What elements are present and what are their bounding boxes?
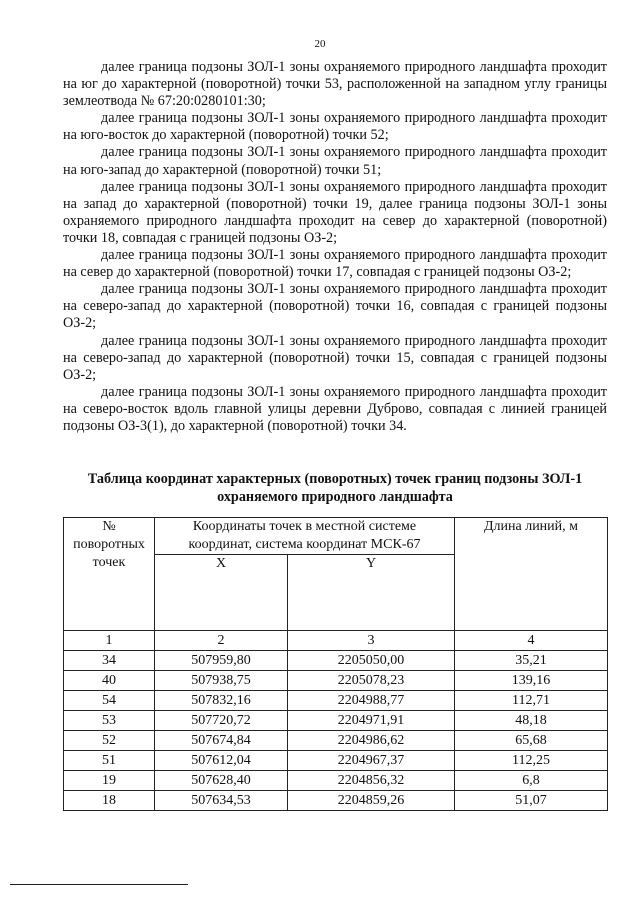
cell-length: 65,68	[455, 731, 608, 751]
cell-point: 40	[64, 671, 155, 691]
table-row	[64, 791, 608, 811]
table-row	[64, 651, 608, 671]
cell-y: 2204856,32	[288, 771, 455, 791]
table-header-row	[64, 518, 608, 555]
cell-y: 2205078,23	[288, 671, 455, 691]
cell-y: 2204859,26	[288, 791, 455, 811]
paragraph: далее граница подзоны ЗОЛ-1 зоны охраняемого природного ландшафта проходит на северо-запад до характерной (поворотной) точки 16, совпадая с границей подзоны ОЗ-2;	[63, 281, 607, 332]
cell-y: 2204988,77	[288, 691, 455, 711]
header-y: Y	[288, 555, 455, 631]
header-point-number	[64, 518, 155, 631]
header-text: №	[102, 519, 116, 534]
cell-point: 51	[64, 751, 155, 771]
cell-x: 507959,80	[155, 651, 288, 671]
table-row	[64, 751, 608, 771]
paragraph: далее граница подзоны ЗОЛ-1 зоны охраняемого природного ландшафта проходит на юг до характерной (поворотной) точки 53, расположенной на западном углу границы землеотвода № 67:20:0280101:30;	[63, 59, 607, 110]
cell-point: 18	[64, 791, 155, 811]
table-title-line: Таблица координат характерных (поворотных) точек границ подзоны ЗОЛ-1	[87, 471, 583, 487]
table-row	[64, 731, 608, 751]
cell-point: 19	[64, 771, 155, 791]
cell-x: 507720,72	[155, 711, 288, 731]
table-row	[64, 711, 608, 731]
cell-y: 2204986,62	[288, 731, 455, 751]
header-text: точек	[92, 555, 126, 570]
cell-point: 54	[64, 691, 155, 711]
table-row	[64, 691, 608, 711]
body-text	[63, 59, 607, 435]
table-title	[63, 471, 607, 506]
cell-point: 52	[64, 731, 155, 751]
column-index: 4	[455, 631, 608, 651]
cell-length: 48,18	[455, 711, 608, 731]
cell-length: 6,8	[455, 771, 608, 791]
cell-length: 139,16	[455, 671, 608, 691]
cell-length: 35,21	[455, 651, 608, 671]
cell-length: 112,25	[455, 751, 608, 771]
cell-point: 34	[64, 651, 155, 671]
header-line-length: Длина линий, м	[455, 518, 608, 631]
cell-x: 507832,16	[155, 691, 288, 711]
cell-x: 507628,40	[155, 771, 288, 791]
column-index: 2	[155, 631, 288, 651]
header-text: Координаты точек в местной системе	[192, 519, 417, 534]
cell-length: 51,07	[455, 791, 608, 811]
paragraph: далее граница подзоны ЗОЛ-1 зоны охраняемого природного ландшафта проходит на северо-запад до характерной (поворотной) точки 15, совпадая с границей подзоны ОЗ-2;	[63, 332, 607, 383]
cell-x: 507674,84	[155, 731, 288, 751]
cell-x: 507612,04	[155, 751, 288, 771]
cell-x: 507938,75	[155, 671, 288, 691]
cell-length: 112,71	[455, 691, 608, 711]
cell-y: 2204967,37	[288, 751, 455, 771]
coordinates-table	[63, 517, 608, 811]
paragraph: далее граница подзоны ЗОЛ-1 зоны охраняемого природного ландшафта проходит на северо-восток вдоль главной улицы деревни Дуброво, совпадая с линией границей подзоны ОЗ-3(1), до характерной (поворотной) точки 34.	[63, 383, 607, 434]
header-x: X	[155, 555, 288, 631]
page-number: 20	[314, 38, 326, 50]
paragraph: далее граница подзоны ЗОЛ-1 зоны охраняемого природного ландшафта проходит на юго-восток до характерной (поворотной) точки 52;	[63, 110, 607, 144]
column-index: 3	[288, 631, 455, 651]
cell-point: 53	[64, 711, 155, 731]
paragraph: далее граница подзоны ЗОЛ-1 зоны охраняемого природного ландшафта проходит на север до характерной (поворотной) точки 17, совпадая с границей подзоны ОЗ-2;	[63, 247, 607, 281]
column-index-row	[64, 631, 608, 651]
header-text: координат, система координат МСК-67	[188, 537, 421, 552]
table-title-line: охраняемого природного ландшафта	[217, 488, 453, 505]
paragraph: далее граница подзоны ЗОЛ-1 зоны охраняемого природного ландшафта проходит на юго-запад до характерной (поворотной) точки 51;	[63, 144, 607, 178]
cell-x: 507634,53	[155, 791, 288, 811]
cell-y: 2204971,91	[288, 711, 455, 731]
cell-y: 2205050,00	[288, 651, 455, 671]
header-text: поворотных	[73, 537, 145, 552]
column-index: 1	[64, 631, 155, 651]
footnote-divider	[10, 884, 188, 885]
table-row	[64, 671, 608, 691]
table-row	[64, 771, 608, 791]
paragraph: далее граница подзоны ЗОЛ-1 зоны охраняемого природного ландшафта проходит на запад до характерной (поворотной) точки 19, далее граница подзоны ЗОЛ-1 зоны охраняемого природного ландшафта проходит на север до характерной (поворотной) точки 18, совпадая с границей подзоны ОЗ-2;	[63, 178, 607, 246]
header-coordinates	[155, 518, 455, 555]
